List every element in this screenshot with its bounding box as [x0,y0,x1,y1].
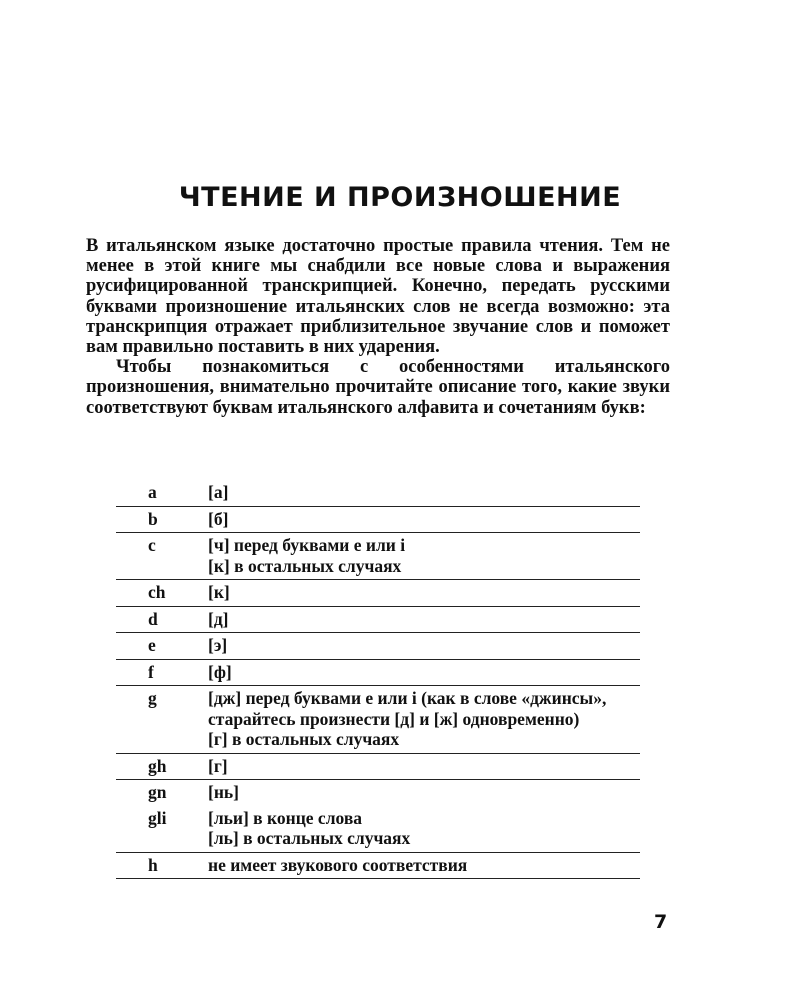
letter-cell: e [116,633,208,660]
sound-text: [а] [208,482,229,502]
sound-cell [208,580,640,607]
sound-text: не имеет звукового соответствия [208,854,468,875]
letter-cell: h [116,852,208,879]
sound-cell [208,633,640,660]
letter-cell: gn [148,782,167,802]
page-title: ЧТЕНИЕ И ПРОИЗНОШЕНИЕ [178,182,622,213]
sound-text: [ф] [208,661,232,682]
sound-cell [208,533,640,580]
letter-cell: a [116,480,208,506]
sound-cell [208,659,640,686]
table-row [116,580,640,607]
letter-cell: ch [116,580,208,607]
letter-cell: gh [116,753,208,780]
sound-cell [208,606,640,633]
sound-text: [г] в остальных случаях [208,729,400,749]
sound-cell [208,686,640,754]
table-row [116,806,640,853]
letter-cell: b [116,506,208,533]
sound-cell [208,480,640,506]
table-row [116,780,640,806]
sound-text: [г] [208,755,228,776]
sound-cell [208,506,640,533]
letter-cell: g [116,686,208,754]
paragraph: В итальянском языке достаточно простые правила чтения. Тем не менее в этой книге мы снабдили все новые слова и выражения русифицированной транскрипцией. Конечно, передать русскими буквами произношение итальянских слов не всегда возможно: эта транскрипция отражает приблизительное звучание слов и поможет вам правильно поставить в них ударения. [86,236,670,358]
sound-text: [к] [208,582,230,602]
table-row [116,533,640,580]
letter-cell: c [116,533,208,580]
table-row [116,686,640,754]
table-row [116,480,640,506]
table-row [116,659,640,686]
sound-text: [льи] в конце слова [208,807,363,828]
pronunciation-table [116,480,640,879]
sound-text: [ль] в остальных случаях [208,828,411,848]
sound-cell [208,780,640,806]
sound-cell [208,806,640,853]
letter-cell: gli [116,806,208,853]
sound-text: [нь] [208,782,239,802]
sound-text: [к] в остальных случаях [208,555,402,576]
sound-cell [208,753,640,780]
sound-text: [э] [208,635,228,655]
sound-text: [ч] перед буквами e или i [208,535,406,555]
intro-text [86,236,670,418]
sound-text: [б] [208,508,229,529]
table-row [116,606,640,633]
table-row [116,753,640,780]
table-row [116,852,640,879]
letter-cell: d [116,606,208,633]
letter-cell: f [116,659,208,686]
paragraph: Чтобы познакомиться с особенностями итальянского произношения, внимательно прочитайте описание того, какие звуки соответствуют буквам итальянского алфавита и сочетаниям букв: [86,357,670,418]
table-row [116,633,640,660]
page-number: 7 [654,911,668,933]
table-row [116,506,640,533]
sound-cell [208,852,640,879]
sound-text: [дж] перед буквами e или i (как в слове «джинсы», старайтесь произнести [д] и [ж] одновременно) [208,688,607,729]
sound-text: [д] [208,608,229,629]
